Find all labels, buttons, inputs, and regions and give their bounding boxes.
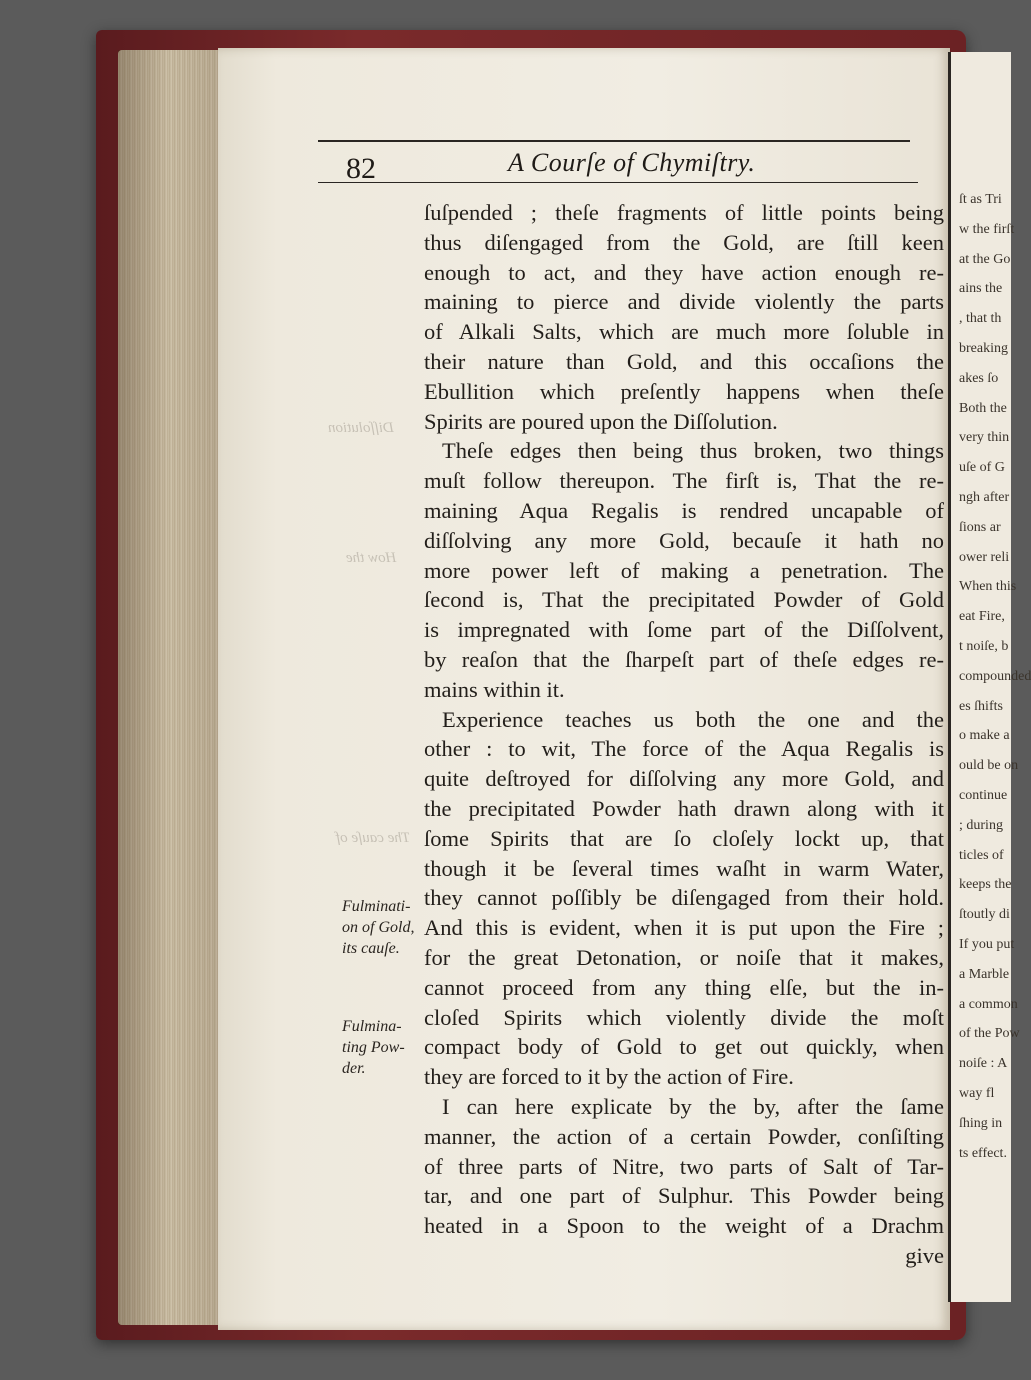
body-line: by reaſon that the ſharpeſt part of theſe edges re- bbox=[424, 646, 944, 672]
body-line: enough to act, and they have action enough re- bbox=[424, 259, 944, 285]
body-line: ſuſpended ; theſe fragments of little points being bbox=[424, 200, 944, 225]
body-line: mains within it. bbox=[424, 676, 565, 702]
page-number: 82 bbox=[346, 152, 376, 185]
next-page-fragment: of the Pow bbox=[959, 1026, 1020, 1042]
body-text bbox=[424, 198, 944, 1271]
body-line: Theſe edges then being thus broken, two things bbox=[442, 438, 944, 464]
catchword: give bbox=[905, 1242, 944, 1268]
next-page-fragment: eat Fire, bbox=[959, 609, 1005, 625]
body-line: they are forced to it by the action of Fire. bbox=[424, 1064, 794, 1090]
running-head: A Courſe of Chymiſtry. bbox=[508, 148, 756, 177]
next-page-fragment: w the firſt bbox=[959, 221, 1015, 237]
body-line: ſome Spirits that are ſo cloſely lockt up, that bbox=[424, 825, 944, 851]
next-page-fragment: ts effect. bbox=[959, 1145, 1007, 1161]
next-page-fragment: breaking bbox=[959, 341, 1008, 356]
body-line: more power left of making a penetration. The bbox=[424, 557, 944, 583]
next-page-fragment: ſt as Tri bbox=[959, 192, 1002, 207]
body-line: Experience teaches us both the one and the bbox=[442, 706, 944, 732]
header-rule-bottom bbox=[318, 182, 918, 183]
body-line: of three parts of Nitre, two parts of Salt of Tar- bbox=[424, 1153, 944, 1179]
margin-note-line: der. bbox=[342, 1060, 366, 1077]
next-page-fragment: o make a bbox=[959, 728, 1010, 744]
next-page-fragment: Both the bbox=[959, 400, 1007, 416]
header-rule-top bbox=[318, 140, 910, 142]
body-line: Spirits are poured upon the Diſſolution. bbox=[424, 408, 778, 434]
next-page-fragment: ſtoutly di bbox=[959, 907, 1010, 923]
margin-note-line: its cauſe. bbox=[342, 940, 400, 957]
book-page: 82 A Courſe of Chymiſtry. Diſſolution How the The cauſe of ſuſpended ; theſe fragments of little points being thus diſengaged from the Gold, are ſtill keen enough to act, and they have action enough re- maining to pierce and divide violently the parts of Alkali Salts, which are much more ſoluble in their nature than Gold, and this occaſions the Ebullition which preſently happens when theſe Spirits are poured upon the Diſſolution. Theſe edges then being thus broken, two things muſt follow thereupon. The firſt is, That the re- maining Aqua Regalis is rendred uncapable of diſſolving any more Gold, becauſe it hath no more power left of making a penetration. The ſecond is, That the precipitated Powder of Gold is impregnated with ſome part of the Diſſolvent, by reaſon that the ſharpeſt part of theſe edges re- mains within it. Experience teaches us both the one and the other : to wit, The force of the Aqua Regalis is quite deſtroyed for diſſolving any more Gold, and the precipitated Powder hath drawn along with it ſome Spirits that are ſo cloſely lockt up, that though it be ſeveral times waſht in warm Water, they cannot poſſibly be diſengaged from their hold. And this is evident, when it is put upon the Fire ; for the great Detonation, or noiſe that it makes, cannot proceed from any thing elſe, but the in- cloſed Spirits which violently divide the moſt compact body of Gold to get out quickly, when they are forced to it by the action of Fire. I can here explicate by the by, after the ſame manner, the action of a certain Powder, conſiſting of three parts of Nitre, two parts of Salt of Tar- tar, and one part of Sulphur. This Powder being heated in a Spoon to the weight of a Drachm give Fulminati- on of Gold, its cauſe. Fulmina- ting Pow- der. bbox=[218, 48, 950, 1330]
next-page-fragment: at the Go bbox=[959, 251, 1011, 267]
next-page-fragment: noiſe : A bbox=[959, 1056, 1008, 1072]
body-line: ſecond is, That the precipitated Powder of Gold bbox=[424, 587, 944, 613]
next-page-fragment: compounded bbox=[959, 668, 1031, 684]
next-page-fragment: ains the bbox=[959, 281, 1003, 297]
body-line: is impregnated with ſome part of the Diſſolvent, bbox=[424, 617, 944, 643]
body-line: the precipitated Powder hath drawn along with it bbox=[424, 795, 944, 821]
margin-note-line: Fulmina- bbox=[342, 1018, 402, 1035]
body-line: other : to wit, The force of the Aqua Regalis is bbox=[424, 736, 944, 762]
next-page-fragment: way fl bbox=[959, 1086, 995, 1101]
page-edges bbox=[118, 50, 230, 1325]
margin-note-line: ting Pow- bbox=[342, 1039, 405, 1056]
next-page-fragment: ſhing in bbox=[959, 1115, 1003, 1131]
next-page-fragment: akes ſo bbox=[959, 370, 999, 386]
next-page-fragment: ngh after bbox=[959, 490, 1010, 505]
next-page-fragment: ould be on bbox=[959, 758, 1019, 774]
next-page-fragment: t noiſe, b bbox=[959, 639, 1009, 654]
next-page-fragment: ticles of bbox=[959, 847, 1004, 863]
margin-note-fulmination bbox=[342, 896, 428, 959]
body-line: cloſed Spirits which violently divide the moſt bbox=[424, 1004, 944, 1030]
next-page-fragment: ; during bbox=[959, 817, 1003, 833]
body-line: muſt follow thereupon. The firſt is, That the re- bbox=[424, 468, 944, 494]
body-line: though it be ſeveral times waſht in warm Water, bbox=[424, 855, 944, 881]
body-line: maining to pierce and divide violently the parts bbox=[424, 289, 944, 315]
next-page-fragment: uſe of G bbox=[959, 460, 1005, 476]
body-line: maining Aqua Regalis is rendred uncapable of bbox=[424, 497, 944, 523]
body-line: tar, and one part of Sulphur. This Powder being bbox=[424, 1183, 944, 1209]
next-page-fragment: a Marble bbox=[959, 966, 1010, 982]
body-line: of Alkali Salts, which are much more ſoluble in bbox=[424, 319, 944, 345]
body-line: Ebullition which preſently happens when theſe bbox=[424, 378, 944, 404]
body-line: compact body of Gold to get out quickly, when bbox=[424, 1034, 944, 1060]
next-page-fragment: ſions ar bbox=[959, 519, 1001, 535]
body-line: diſſolving any more Gold, becauſe it hath no bbox=[424, 527, 944, 553]
margin-note-line: on of Gold, bbox=[342, 919, 415, 936]
next-page-fragment: continue bbox=[959, 788, 1008, 803]
body-line: their nature than Gold, and this occaſions the bbox=[424, 348, 944, 374]
body-line: I can here explicate by the by, after the ſame bbox=[442, 1093, 944, 1119]
body-line: for the great Detonation, or noiſe that it makes, bbox=[424, 944, 944, 970]
next-page-fragment: , that th bbox=[959, 311, 1002, 327]
body-line: thus diſengaged from the Gold, are ſtill keen bbox=[424, 229, 944, 255]
next-page-edge bbox=[948, 52, 1031, 1302]
body-line: cannot proceed from any thing elſe, but the in- bbox=[424, 974, 944, 1000]
margin-note-powder bbox=[342, 1016, 428, 1079]
next-page-fragment: ower reli bbox=[959, 549, 1010, 565]
margin-note-line: Fulminati- bbox=[342, 898, 411, 915]
body-line: heated in a Spoon to the weight of a Drachm bbox=[424, 1213, 944, 1239]
next-page-fragment: If you put bbox=[959, 937, 1015, 952]
next-page-fragment: When this bbox=[959, 579, 1017, 595]
next-page-fragment: es ſhifts bbox=[959, 698, 1003, 714]
next-page-fragment: a common bbox=[959, 996, 1018, 1012]
body-line: manner, the action of a certain Powder, conſiſting bbox=[424, 1123, 944, 1149]
body-line: they cannot poſſibly be diſengaged from their hold. bbox=[424, 885, 944, 911]
next-page-fragment: keeps the bbox=[959, 877, 1012, 893]
body-line: quite deſtroyed for diſſolving any more Gold, and bbox=[424, 766, 944, 792]
body-line: And this is evident, when it is put upon the Fire ; bbox=[424, 915, 944, 941]
next-page-fragment: very thin bbox=[959, 430, 1010, 446]
